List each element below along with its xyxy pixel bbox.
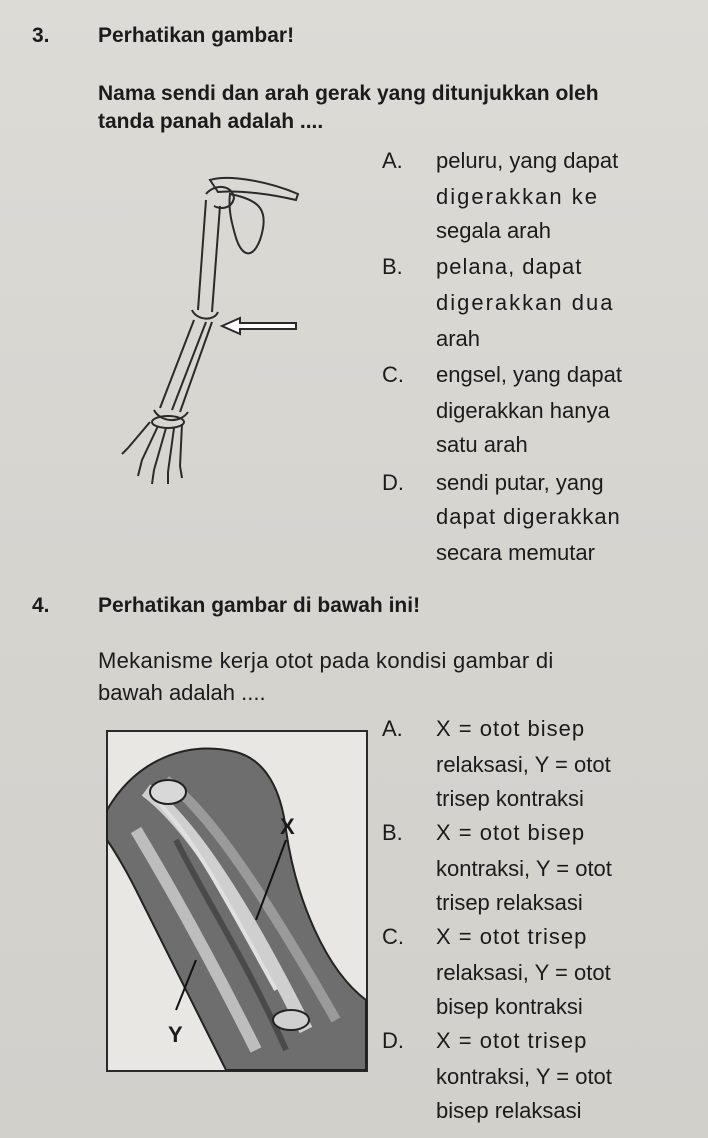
q4-option-d-line2: kontraksi, Y = otot	[436, 1064, 612, 1089]
q4-option-b-line1: X = otot bisep	[436, 820, 586, 845]
q4-option-a-line3: trisep kontraksi	[436, 786, 584, 811]
q3-option-a-line2: digerakkan ke	[436, 184, 599, 209]
q3-option-c-letter: C.	[382, 362, 404, 387]
q4-option-c-line2: relaksasi, Y = otot	[436, 960, 611, 985]
q4-option-d-line3: bisep relaksasi	[436, 1098, 582, 1123]
q3-title: Perhatikan gambar!	[98, 24, 295, 47]
q3-option-c-line2: digerakkan hanya	[436, 398, 610, 423]
q4-option-c-letter: C.	[382, 924, 404, 949]
q4-option-b-letter: B.	[382, 820, 403, 845]
q3-option-d-line3: secara memutar	[436, 540, 595, 565]
arm-skeleton-figure	[110, 160, 370, 500]
q4-title: Perhatikan gambar di bawah ini!	[98, 594, 421, 617]
q4-option-c-line3: bisep kontraksi	[436, 994, 583, 1019]
q4-prompt-line1: Mekanisme kerja otot pada kondisi gambar di	[98, 648, 554, 673]
q4-option-a-line2: relaksasi, Y = otot	[436, 752, 611, 777]
q4-option-d-letter: D.	[382, 1028, 404, 1053]
q3-number: 3.	[32, 24, 50, 47]
q4-option-c-line1: X = otot trisep	[436, 924, 588, 949]
q3-option-b-line1: pelana, dapat	[436, 254, 583, 279]
q3-option-d-letter: D.	[382, 470, 404, 495]
q4-option-d-line1: X = otot trisep	[436, 1028, 588, 1053]
q4-option-b-line2: kontraksi, Y = otot	[436, 856, 612, 881]
figure-label-x: X	[280, 814, 295, 839]
q3-prompt-line2: tanda panah adalah ....	[98, 110, 324, 133]
q3-option-c-line1: engsel, yang dapat	[436, 362, 622, 387]
q3-option-b-letter: B.	[382, 254, 403, 279]
q3-prompt-line1: Nama sendi dan arah gerak yang ditunjukkan oleh	[98, 82, 599, 105]
q3-option-c-line3: satu arah	[436, 432, 528, 457]
q3-option-a-letter: A.	[382, 148, 403, 173]
q3-option-b-line3: arah	[436, 326, 481, 351]
q3-option-a-line1: peluru, yang dapat	[436, 148, 619, 173]
q3-option-d-line1: sendi putar, yang	[436, 470, 604, 495]
q3-option-a-line3: segala arah	[436, 218, 551, 243]
q4-option-a-letter: A.	[382, 716, 403, 741]
q4-number: 4.	[32, 594, 50, 617]
q4-option-a-line1: X = otot bisep	[436, 716, 586, 741]
q3-option-d-line2: dapat digerakkan	[436, 504, 621, 529]
q3-option-b-line2: digerakkan dua	[436, 290, 615, 315]
arm-muscle-figure	[106, 730, 368, 1072]
q4-option-b-line3: trisep relaksasi	[436, 890, 583, 915]
figure-label-y: Y	[168, 1022, 183, 1047]
q4-prompt-line2: bawah adalah ....	[98, 680, 266, 705]
